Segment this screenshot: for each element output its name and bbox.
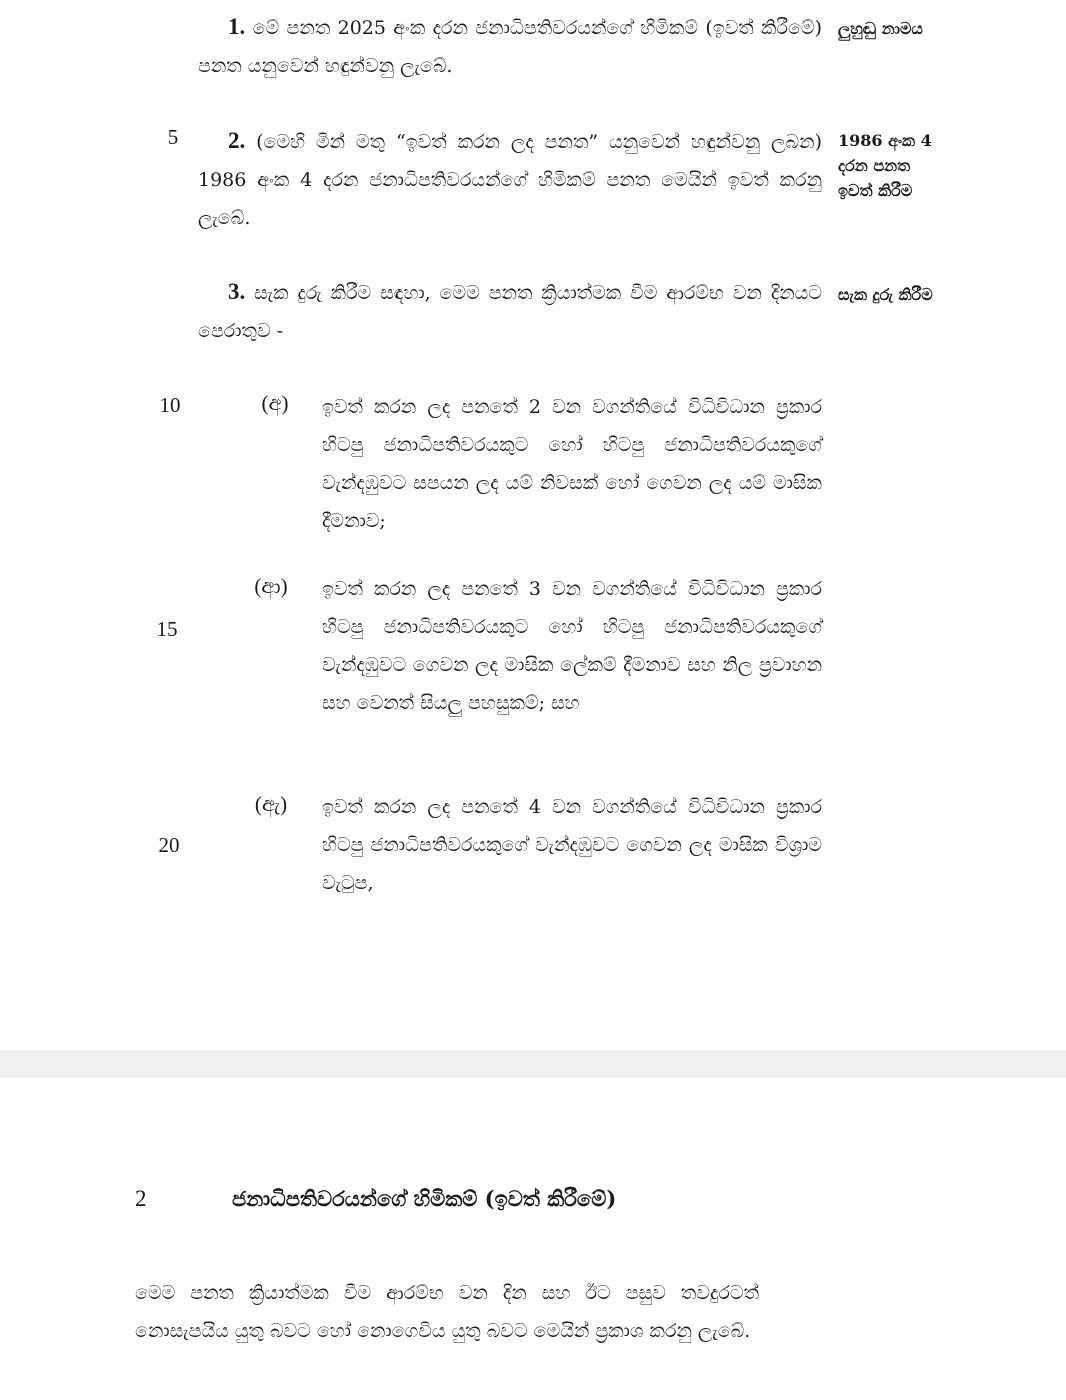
section-3 [198, 273, 822, 350]
line-number-10: 10 [159, 393, 181, 417]
running-title: ජනාධිපතිවරයන්ගේ හිමිකම් (ඉවත් කිරීමේ) [232, 1186, 617, 1211]
section-3-number: 3. [228, 279, 246, 304]
page-2-text: මෙම පනත ක්‍රියාත්මක වීම ආරම්භ වන දින සහ ඊට පසුව තවදුරටත් නොසැපයිය යුතු බවට හෝ නොගෙවිය යුතු බවට මෙයින් ප්‍රකාශ කරනු ලැබේ. [135, 1282, 759, 1342]
paragraph-ae-text: ඉවත් කරන ලද පනතේ 4 වන වගන්තියේ විධිවිධාන ප්‍රකාර හිටපු ජනාධිපතිවරයකුගේ වැන්දඹුවට ගෙවන ලද මාසික විශ්‍රාම වැටුප, [322, 796, 822, 894]
page-number: 2 [135, 1186, 147, 1211]
section-1-text: මේ පනත 2025 අංක දරන ජනාධිපතිවරයන්ගේ හිමිකම් (ඉවත් කිරීමේ) පනත යනුවෙන් හඳුන්වනු ලැබේ. [198, 17, 822, 77]
section-1-margin-note: ලුහුඬු නාමය [838, 19, 923, 38]
line-number-5: 5 [167, 125, 179, 149]
line-number-20: 20 [158, 833, 180, 857]
section-3-text: සැක දුරු කිරීම සඳහා, මෙම පනත ක්‍රියාත්මක වීම ආරම්භ වන දිනයට පෙරාතුව - [198, 282, 823, 342]
section-2 [198, 122, 822, 237]
section-2-number: 2. [228, 128, 246, 153]
paragraph-aa-text: ඉවත් කරන ලද පනතේ 3 වන වගන්තියේ විධිවිධාන ප්‍රකාර හිටපු ජනාධිපතිවරයකුට හෝ හිටපු ජනාධිපතිවරයකුගේ වැන්දඹුවට ගෙවන ලද මාසික ලේකම් දීමනාව සහ නිල ප්‍රවාහන සහ වෙනත් සියලු පහසුකම්; සහ [322, 578, 822, 714]
line-number-15: 15 [156, 617, 178, 641]
section-1 [198, 8, 822, 85]
paragraph-a-text: ඉවත් කරන ලද පනතේ 2 වන වගන්තියේ විධිවිධාන ප්‍රකාර හිටපු ජනාධිපතිවරයකුට හෝ හිටපු ජනාධිපතිවරයකුගේ වැන්දඹුවට සපයන ලද යම් නිවසක් හෝ ගෙවන ලද යම් මාසික දීමනාව; [322, 396, 822, 532]
paragraph-ae-label: (ඇ) [254, 792, 288, 816]
paragraph-a-label: (අ) [261, 391, 289, 415]
section-1-number: 1. [228, 14, 246, 39]
page-separator [0, 1050, 1066, 1078]
paragraph-aa-label: (ආ) [254, 574, 288, 598]
section-2-text: (මෙහි මින් මතු “ඉවත් කරන ලද පනත” යනුවෙන් හඳුන්වනු ලබන) 1986 අංක 4 දරන ජනාධිපතිවරයන්ගේ හිමිකම් පනත මෙයින් ඉවත් කරනු ලැබේ. [198, 131, 822, 229]
section-2-margin-note: 1986 අංක 4 දරන පනත ඉවත් කිරීම [838, 131, 932, 200]
section-3-margin-note: සැක දුරු කිරීම [838, 285, 933, 304]
